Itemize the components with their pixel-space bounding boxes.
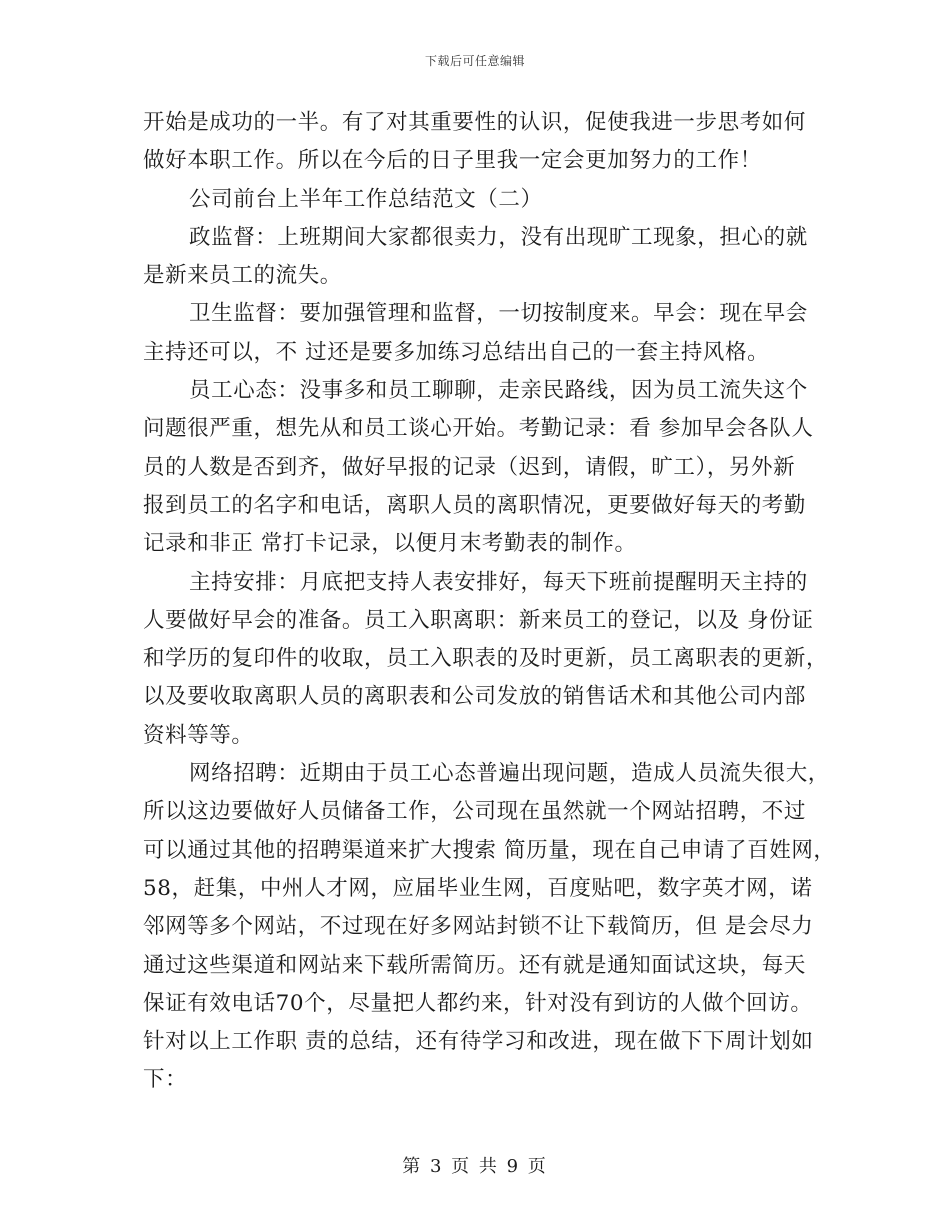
text-line: 下： [143,1067,188,1093]
text-line: 保证有效电话70个，尽量把人都约来，针对没有到访的人做个回访。 [143,990,813,1016]
document-body [143,104,836,1100]
text-line: 开始是成功的一半。有了对其重要性的认识，促使我进一步思考如何 [143,110,807,135]
text-line: 是新来员工的流失。 [143,263,342,289]
text-line: 和学历的复印件的收取，员工入职表的及时更新，员工离职表的更新， [143,646,829,672]
text-line: 公司前台上半年工作总结范文（二） [189,186,543,212]
text-line: 资料等等。 [143,722,254,748]
text-line: 员工心态：没事多和员工聊聊，走亲民路线，因为员工流失这个 [189,378,808,404]
text-line: 主持安排：月底把支持人表安排好，每天下班前提醒明天主持的 [189,569,808,595]
text-line: 报到员工的名字和电话，离职人员的离职情况，更要做好每天的考勤 [143,492,807,518]
text-line: 记录和非正 常打卡记录，以便月末考勤表的制作。 [143,531,637,557]
text-line: 通过这些渠道和网站来下载所需简历。还有就是通知面试这块，每天 [143,952,807,978]
page-footer: 第 3 页 共 9 页 [402,1156,548,1177]
text-line: 可以通过其他的招聘渠道来扩大搜索 简历量，现在自己申请了百姓网， [143,837,836,863]
text-line: 所以这边要做好人员储备工作，公司现在虽然就一个网站招聘，不过 [143,799,807,825]
text-line: 政监督：上班期间大家都很卖力，没有出现旷工现象，担心的就 [189,224,808,250]
text-line: 网络招聘：近期由于员工心态普遍出现问题，造成人员流失很大， [189,761,830,787]
text-line: 主持还可以，不 过还是要多加练习总结出自己的一套主持风格。 [143,339,770,365]
page-header: 下载后可任意编辑 [424,54,525,68]
text-line: 人要做好早会的准备。员工入职离职：新来员工的登记，以及 身份证 [143,607,814,633]
text-line: 针对以上工作职 责的总结，还有待学习和改进，现在做下下周计划如 [143,1029,814,1055]
text-line: 邻网等多个网站，不过现在好多网站封锁不让下载简历，但 是会尽力 [143,914,814,940]
text-line: 做好本职工作。所以在今后的日子里我一定会更加努力的工作！ [143,148,762,174]
text-line: 卫生监督：要加强管理和监督，一切按制度来。早会：现在早会 [189,301,808,327]
text-line: 员的人数是否到齐，做好早报的记录（迟到，请假，旷工），另外新 [143,454,796,480]
text-line: 58，赶集，中州人才网，应届毕业生网，百度贴吧，数字英才网，诺 [143,875,813,901]
text-line: 以及要收取离职人员的离职表和公司发放的销售话术和其他公司内部 [143,684,807,710]
text-line: 问题很严重，想先从和员工谈心开始。考勤记录：看 参加早会各队人 [143,416,814,442]
